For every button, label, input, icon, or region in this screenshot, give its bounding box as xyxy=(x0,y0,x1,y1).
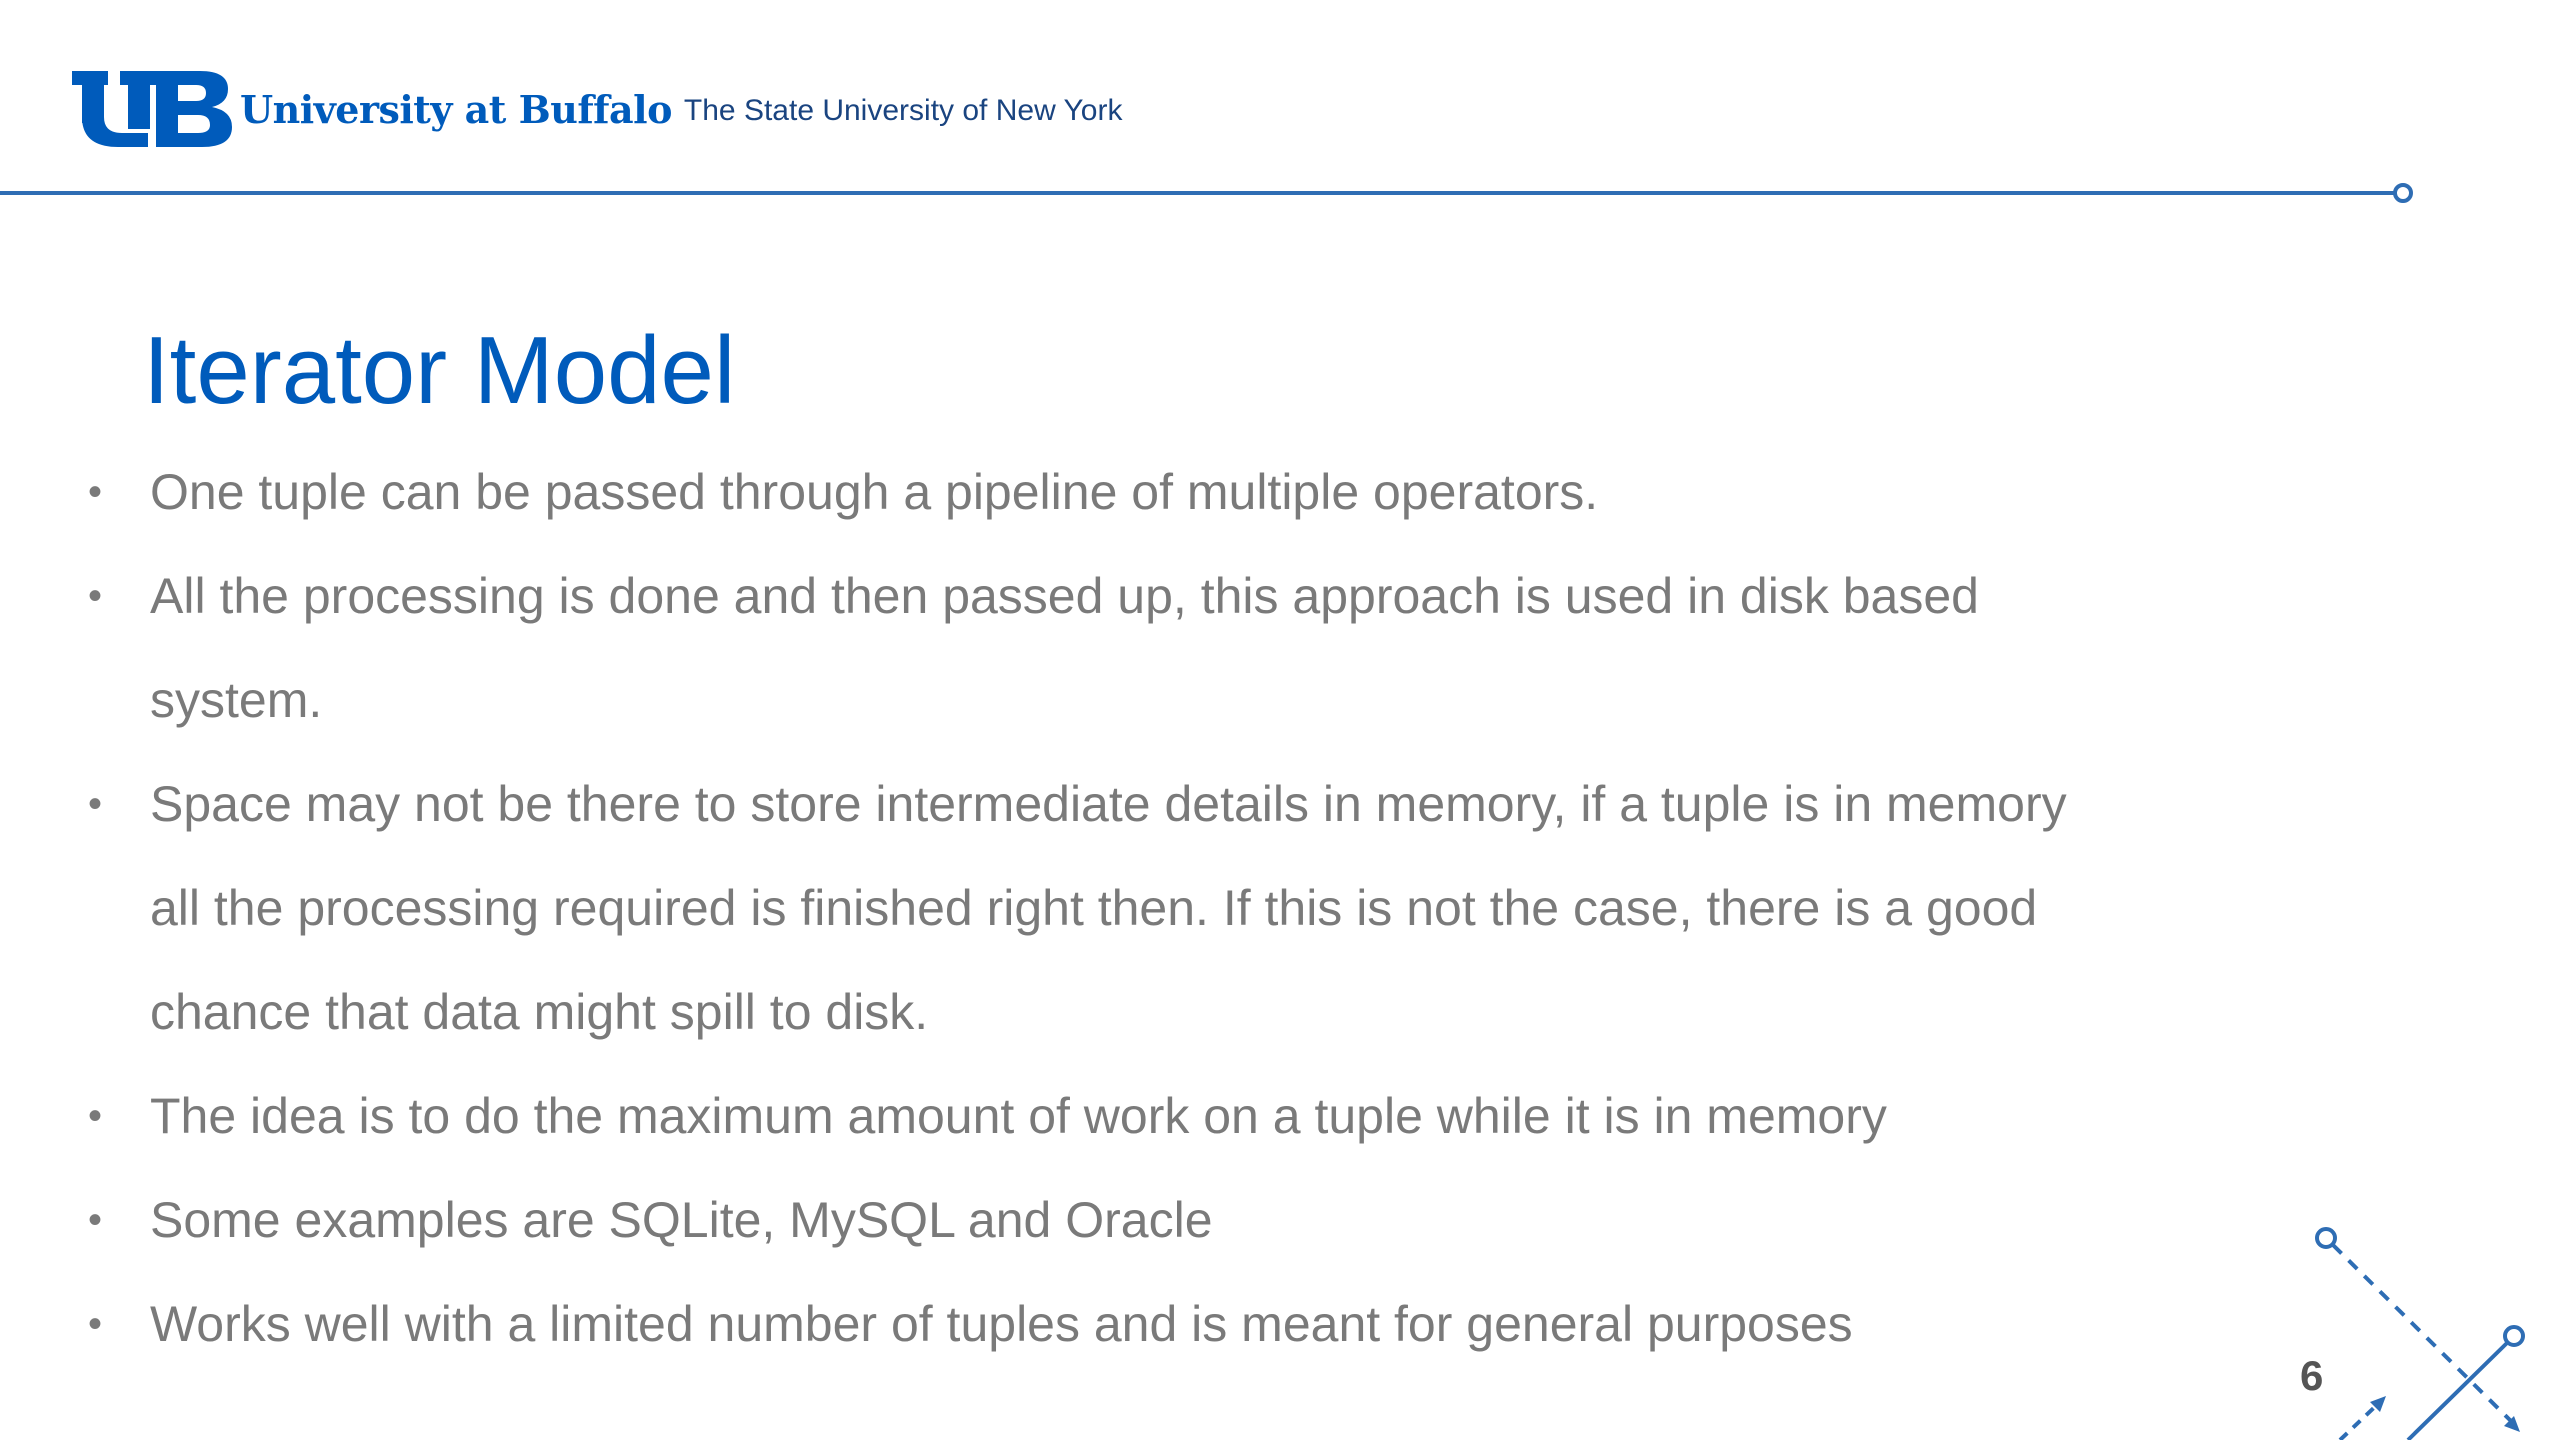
bullet-item xyxy=(84,1272,2084,1376)
bullet-marker-icon: • xyxy=(88,1198,103,1242)
bullet-item xyxy=(84,440,2084,544)
bullet-text: Space may not be there to store intermediate details in memory, if a tuple is in memory all the processing required is finished right then. If this is not the case, there is a good chance that data might spill to disk. xyxy=(150,776,2067,1040)
corner-decoration-icon xyxy=(2280,1200,2560,1440)
bullet-text: Some examples are SQLite, MySQL and Oracle xyxy=(150,1192,1213,1248)
slide-title: Iterator Model xyxy=(143,317,736,424)
ub-logo-icon xyxy=(72,67,232,151)
bullet-marker-icon: • xyxy=(88,574,103,618)
bullet-list xyxy=(84,440,2084,1376)
header xyxy=(72,64,1122,154)
bullet-marker-icon: • xyxy=(88,1094,103,1138)
bullet-text: The idea is to do the maximum amount of work on a tuple while it is in memory xyxy=(150,1088,1887,1144)
bullet-text: One tuple can be passed through a pipeline of multiple operators. xyxy=(150,464,1599,520)
university-subtitle: The State University of New York xyxy=(683,94,1123,127)
bullet-text: Works well with a limited number of tuples and is meant for general purposes xyxy=(150,1296,1853,1352)
bullet-marker-icon: • xyxy=(88,782,103,826)
bullet-item xyxy=(84,1168,2084,1272)
bullet-item xyxy=(84,752,2084,1064)
page-number: 6 xyxy=(2300,1352,2324,1399)
bullet-item xyxy=(84,1064,2084,1168)
bullet-text: All the processing is done and then passed up, this approach is used in disk based system. xyxy=(150,568,1979,728)
bullet-marker-icon: • xyxy=(88,470,103,514)
university-name: University at Buffalo xyxy=(240,86,672,132)
bullet-item xyxy=(84,544,2084,752)
bullet-marker-icon: • xyxy=(88,1302,103,1346)
